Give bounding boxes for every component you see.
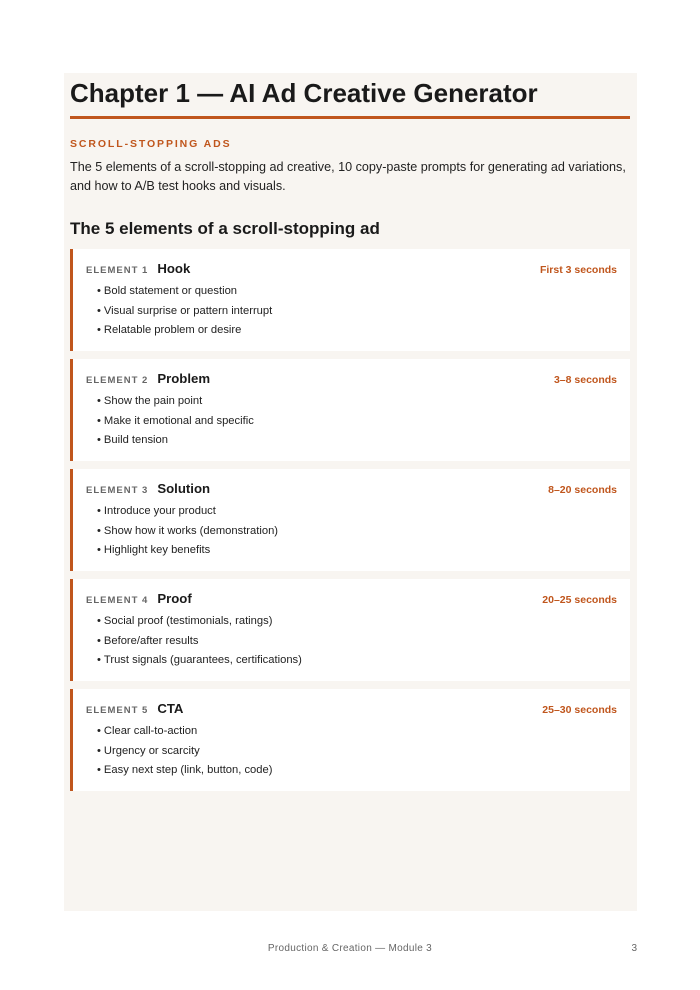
bullet-text: Show how it works (demonstration) bbox=[103, 524, 279, 537]
element-name: Hook bbox=[157, 261, 191, 276]
chapter-content bbox=[70, 73, 630, 799]
element-bullet-list bbox=[86, 392, 617, 451]
bullet-text: Before/after results bbox=[103, 634, 199, 647]
chapter-eyebrow: SCROLL-STOPPING ADS bbox=[70, 138, 232, 150]
bullet-text: Build tension bbox=[103, 434, 168, 446]
bullet-icon: • bbox=[97, 744, 101, 757]
element-timing: 20–25 seconds bbox=[542, 594, 617, 606]
element-bullet-list bbox=[86, 722, 617, 781]
bullet-text: Bold statement or question bbox=[103, 285, 238, 297]
bullet-icon: • bbox=[97, 505, 101, 517]
list-item bbox=[97, 392, 617, 412]
bullet-text: Introduce your product bbox=[103, 505, 216, 517]
bullet-icon: • bbox=[97, 324, 101, 336]
element-card bbox=[70, 359, 630, 461]
bullet-text: Make it emotional and specific bbox=[103, 414, 254, 427]
element-card bbox=[70, 249, 630, 351]
list-item bbox=[97, 541, 617, 561]
bullet-icon: • bbox=[97, 304, 101, 317]
bullet-icon: • bbox=[97, 395, 101, 407]
element-card-header bbox=[86, 591, 617, 609]
bullet-text: Relatable problem or desire bbox=[103, 324, 242, 336]
element-timing: 25–30 seconds bbox=[542, 704, 617, 716]
element-name: Proof bbox=[157, 591, 192, 606]
bullet-text: Visual surprise or pattern interrupt bbox=[103, 304, 273, 317]
bullet-text: Easy next step (link, button, code) bbox=[103, 764, 273, 776]
element-bullet-list bbox=[86, 612, 617, 671]
list-item bbox=[97, 761, 617, 781]
element-timing: 8–20 seconds bbox=[548, 484, 617, 496]
list-item bbox=[97, 522, 617, 542]
element-bullet-list bbox=[86, 282, 617, 341]
chapter-panel bbox=[64, 73, 637, 911]
bullet-icon: • bbox=[97, 434, 101, 446]
element-card-header bbox=[86, 701, 617, 719]
bullet-icon: • bbox=[97, 654, 101, 666]
element-number: ELEMENT 2 bbox=[86, 375, 149, 386]
elements-list bbox=[70, 249, 630, 791]
chapter-intro: The 5 elements of a scroll-stopping ad creative, 10 copy-paste prompts for generating ad variations, and how to A/B test hooks and visuals. bbox=[70, 160, 626, 193]
list-item bbox=[97, 321, 617, 341]
element-number: ELEMENT 1 bbox=[86, 265, 149, 276]
list-item bbox=[97, 742, 617, 762]
list-item bbox=[97, 651, 617, 671]
list-item bbox=[97, 431, 617, 451]
element-card-header bbox=[86, 261, 617, 279]
page-number: 3 bbox=[631, 943, 637, 954]
footer-text: Production & Creation — Module 3 bbox=[267, 943, 433, 954]
element-card-header bbox=[86, 371, 617, 389]
chapter-title: Chapter 1 — AI Ad Creative Generator bbox=[70, 73, 630, 119]
element-card-header bbox=[86, 481, 617, 499]
list-item bbox=[97, 632, 617, 652]
bullet-text: Urgency or scarcity bbox=[103, 744, 200, 757]
bullet-icon: • bbox=[97, 524, 101, 537]
element-timing: First 3 seconds bbox=[539, 264, 617, 276]
bullet-icon: • bbox=[97, 544, 101, 556]
bullet-text: Trust signals (guarantees, certifications) bbox=[103, 654, 302, 666]
bullet-text: Clear call-to-action bbox=[103, 725, 198, 737]
element-bullet-list bbox=[86, 502, 617, 561]
bullet-icon: • bbox=[97, 615, 101, 627]
list-item bbox=[97, 412, 617, 432]
element-card bbox=[70, 689, 630, 791]
element-card bbox=[70, 579, 630, 681]
element-number: ELEMENT 4 bbox=[86, 595, 149, 606]
bullet-icon: • bbox=[97, 725, 101, 737]
list-item bbox=[97, 722, 617, 742]
bullet-icon: • bbox=[97, 414, 101, 427]
bullet-icon: • bbox=[97, 634, 101, 647]
element-number: ELEMENT 5 bbox=[86, 705, 149, 716]
list-item bbox=[97, 612, 617, 632]
bullet-icon: • bbox=[97, 764, 101, 776]
element-card bbox=[70, 469, 630, 571]
bullet-icon: • bbox=[97, 285, 101, 297]
list-item bbox=[97, 282, 617, 302]
element-timing: 3–8 seconds bbox=[553, 374, 617, 386]
section-heading: The 5 elements of a scroll-stopping ad bbox=[70, 219, 380, 238]
element-name: Solution bbox=[157, 481, 211, 496]
list-item bbox=[97, 502, 617, 522]
bullet-text: Show the pain point bbox=[103, 395, 203, 407]
list-item bbox=[97, 302, 617, 322]
element-name: CTA bbox=[157, 701, 184, 716]
bullet-text: Highlight key benefits bbox=[103, 544, 211, 556]
element-name: Problem bbox=[157, 371, 211, 386]
bullet-text: Social proof (testimonials, ratings) bbox=[103, 615, 273, 627]
element-number: ELEMENT 3 bbox=[86, 485, 149, 496]
